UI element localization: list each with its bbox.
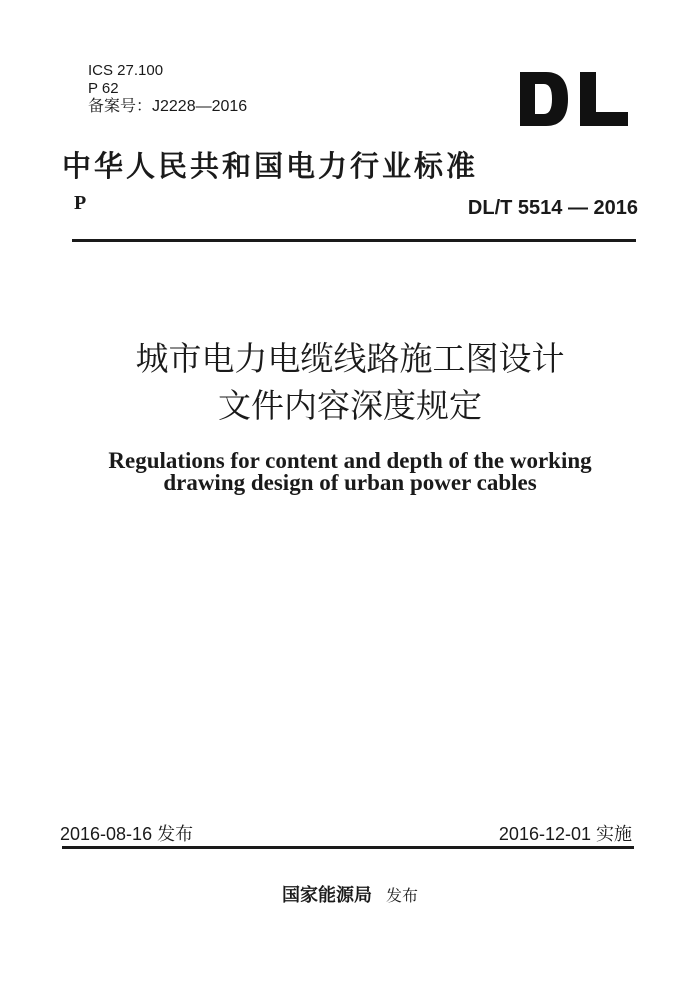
filing-number: 备案号：J2228—2016 xyxy=(88,98,248,115)
top-divider xyxy=(72,239,636,242)
issuer-action: 发布 xyxy=(385,886,418,905)
bottom-divider xyxy=(62,846,634,849)
dl-logo xyxy=(518,70,630,128)
ics-code: ICS 27.100 xyxy=(88,62,164,79)
classification-letter: P xyxy=(74,192,87,214)
standard-number: DL/T 5514 — 2016 xyxy=(467,197,638,219)
implementation-date: 2016-12-01 实施 xyxy=(498,824,632,844)
ccs-code: P 62 xyxy=(88,80,119,97)
issue-date: 2016-08-16 发布 xyxy=(60,824,194,844)
chinese-title-line-2: 文件内容深度规定 xyxy=(218,386,482,425)
standard-type-heading: 中华人民共和国电力行业标准 xyxy=(62,149,479,183)
issuer-name: 国家能源局 xyxy=(281,885,372,906)
issuer-line xyxy=(0,881,700,907)
english-title-line-1: Regulations for content and depth of the working xyxy=(108,448,592,473)
english-title-line-2: drawing design of urban power cables xyxy=(163,470,537,495)
chinese-title-line-1: 城市电力电缆线路施工图设计 xyxy=(135,339,565,378)
